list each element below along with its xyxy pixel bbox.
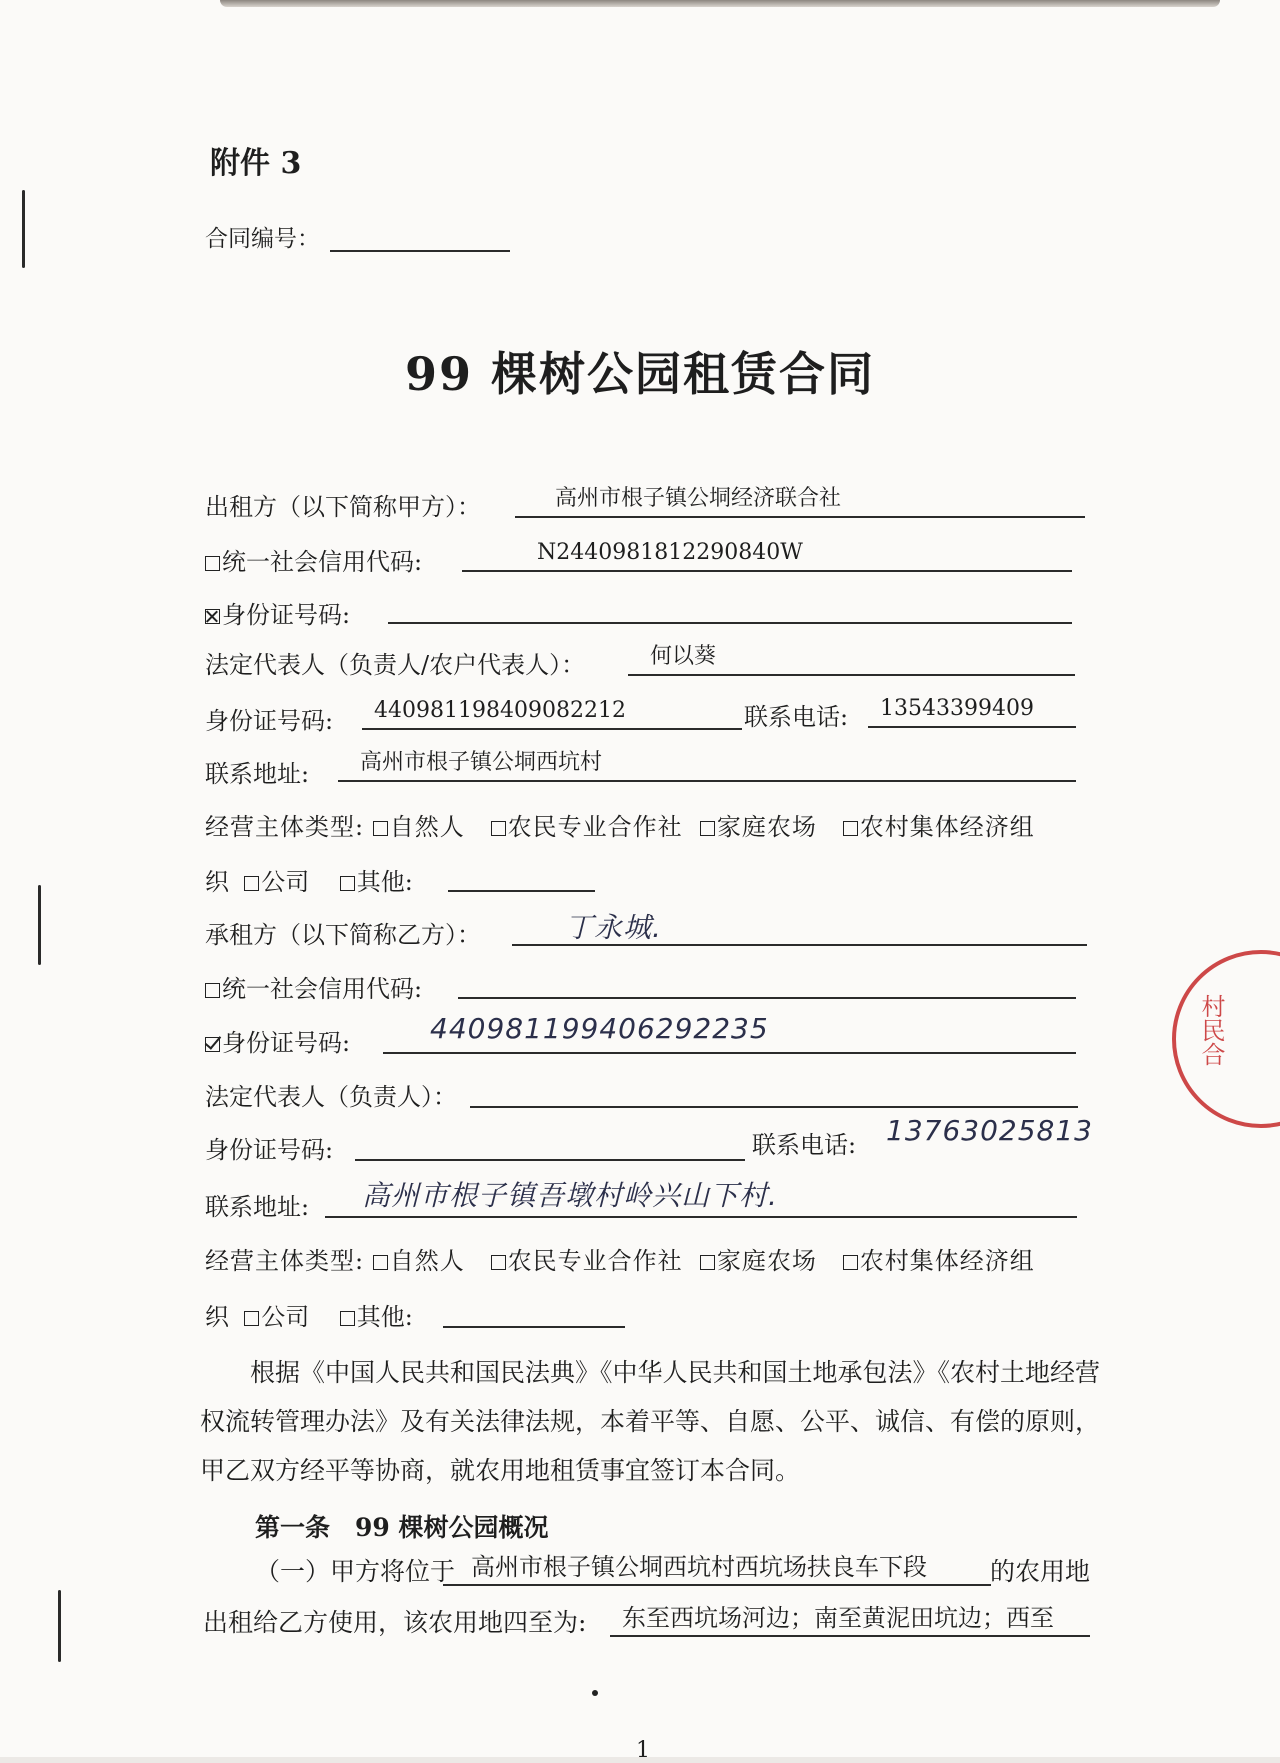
option-collective: 农村集体经济组 bbox=[843, 813, 1035, 841]
option-collective: 农村集体经济组 bbox=[843, 1247, 1035, 1275]
lessee-credit-code-row: 统一社会信用代码: bbox=[205, 972, 422, 1006]
page-number: 1 bbox=[636, 1738, 650, 1763]
option-company: 公司 bbox=[244, 1303, 309, 1331]
lessee-rep-id-label: 身份证号码: bbox=[205, 1136, 334, 1164]
lessee-phone-handwritten: 13763025813 bbox=[886, 1114, 1093, 1147]
binding-mark bbox=[38, 885, 41, 965]
lessor-label: 出租方（以下简称甲方）： bbox=[205, 493, 481, 521]
scan-dot bbox=[592, 1690, 598, 1696]
lessor-id-row: 身份证号码: bbox=[205, 598, 350, 632]
clause-1-boundaries-field: 东至西坑场河边；南至黄泥田坑边；西至 bbox=[610, 1603, 1090, 1637]
lessee-address-handwritten: 高州市根子镇吾墩村岭兴山下村. bbox=[362, 1179, 778, 1212]
lessee-rep-id-field bbox=[355, 1127, 745, 1161]
lessee-name-handwritten: 丁永城. bbox=[565, 911, 662, 944]
lessor-credit-code-row: 统一社会信用代码: bbox=[205, 545, 422, 579]
lessee-label: 承租方（以下简称乙方）： bbox=[205, 921, 481, 949]
checkbox-checked bbox=[205, 1037, 220, 1052]
lessor-entity-type-row-2: 织 公司 其他: bbox=[205, 868, 413, 896]
clause-1-location-field: 高州市根子镇公垌西坑村西坑场扶良车下段 bbox=[443, 1552, 991, 1586]
document-title: 99 棵树公园租赁合同 bbox=[404, 347, 876, 401]
clause-1-line2-prefix: 出租给乙方使用，该农用地四至为: bbox=[203, 1608, 587, 1637]
binding-mark bbox=[58, 1590, 61, 1662]
lessee-credit-code-field bbox=[458, 965, 1076, 999]
lessee-entity-type-row-2: 织 公司 其他: bbox=[205, 1303, 413, 1331]
clause-1-prefix: （一）甲方将位于 bbox=[255, 1557, 456, 1586]
lessor-address-field: 高州市根子镇公垌西坑村 bbox=[338, 748, 1076, 782]
lessor-rep-label: 法定代表人（负责人/农户代表人）： bbox=[205, 651, 586, 679]
lessor-id-field bbox=[388, 590, 1072, 624]
option-cooperative: 农民专业合作社 bbox=[491, 1247, 683, 1275]
checkbox-crossed bbox=[205, 609, 220, 624]
lessor-rep-id-label: 身份证号码: bbox=[205, 707, 334, 735]
annex-label: 附件 3 bbox=[210, 146, 302, 181]
option-natural-person: 自然人 bbox=[373, 813, 465, 841]
article-1-heading: 第一条 99 棵树公园概况 bbox=[255, 1513, 549, 1542]
clause-1-suffix: 的农用地 bbox=[990, 1557, 1091, 1586]
checkbox bbox=[205, 556, 220, 571]
lessee-address-label: 联系地址: bbox=[205, 1193, 310, 1221]
binding-mark bbox=[22, 190, 25, 268]
contract-number-label: 合同编号： bbox=[205, 226, 320, 252]
option-cooperative: 农民专业合作社 bbox=[491, 813, 683, 841]
preamble-paragraph: 根据《中国人民共和国民法典》《中华人民共和国土地承包法》《农村土地经营权流转管理办法》及有关法律法规，本着平等、自愿、公平、诚信、有偿的原则，甲乙双方经平等协商，就农用地租赁事宜签订本合同。 bbox=[200, 1358, 1101, 1485]
red-seal-stamp: 村民合 bbox=[1172, 950, 1280, 1128]
lessor-phone-field: 13543399409 bbox=[868, 694, 1076, 728]
lessee-rep-label: 法定代表人（负责人）： bbox=[205, 1083, 457, 1111]
scan-top-edge bbox=[220, 0, 1220, 7]
checkbox bbox=[205, 983, 220, 998]
lessor-phone-label: 联系电话: bbox=[744, 703, 849, 731]
lessor-other-field bbox=[448, 860, 595, 892]
lessee-id-handwritten: 440981199406292235 bbox=[430, 1012, 769, 1045]
lessor-address-label: 联系地址: bbox=[205, 760, 310, 788]
lessor-rep-id-field: 440981198409082212 bbox=[362, 696, 742, 730]
lessee-id-row: 身份证号码: bbox=[205, 1026, 350, 1060]
option-family-farm: 家庭农场 bbox=[700, 1247, 817, 1275]
option-natural-person: 自然人 bbox=[373, 1247, 465, 1275]
lessor-rep-name-field: 何以葵 bbox=[628, 642, 1075, 676]
lessor-credit-code-field: N2440981812290840W bbox=[462, 538, 1072, 572]
lessee-entity-type-row: 经营主体类型: 自然人 农民专业合作社 家庭农场 农村集体经济组 bbox=[205, 1247, 1035, 1275]
lessor-entity-type-row: 经营主体类型: 自然人 农民专业合作社 家庭农场 农村集体经济组 bbox=[205, 813, 1035, 841]
option-other: 其他: bbox=[340, 1303, 413, 1331]
option-other: 其他: bbox=[340, 868, 413, 896]
lessee-other-field bbox=[443, 1296, 625, 1328]
option-company: 公司 bbox=[244, 868, 309, 896]
option-family-farm: 家庭农场 bbox=[700, 813, 817, 841]
lessor-name-field: 高州市根子镇公垌经济联合社 bbox=[515, 484, 1085, 518]
contract-number-field bbox=[330, 220, 510, 252]
lessee-phone-label: 联系电话: bbox=[752, 1131, 857, 1159]
lessee-rep-field bbox=[470, 1074, 1078, 1108]
